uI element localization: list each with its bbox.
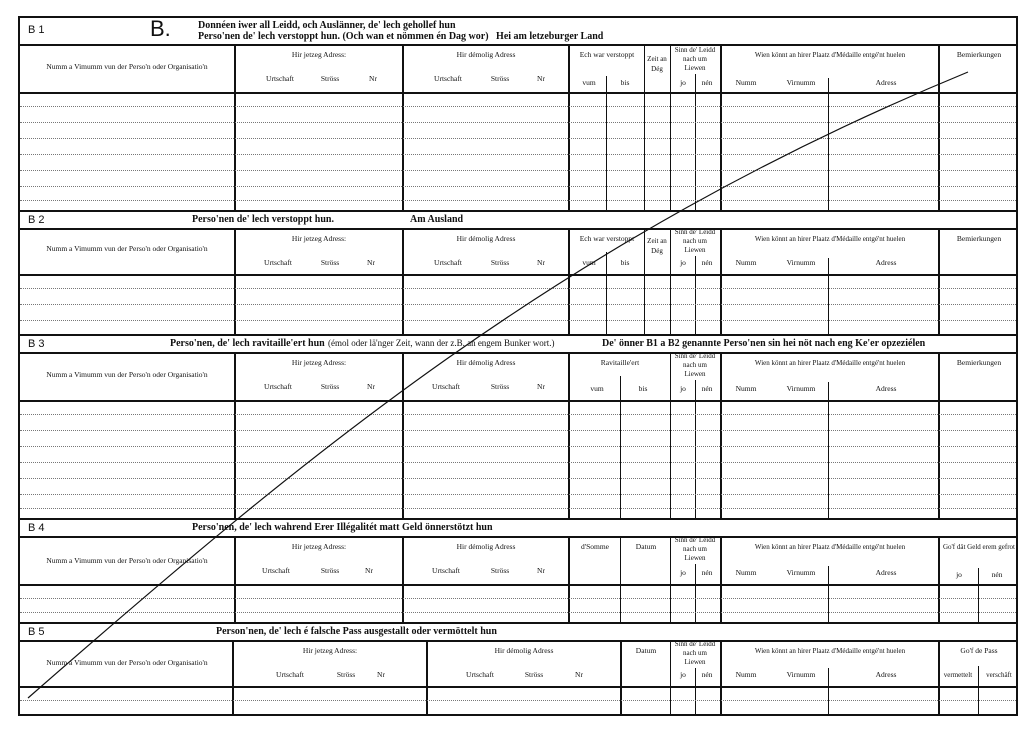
b1-rows — [20, 92, 1016, 210]
header-nr: Nr — [537, 382, 545, 391]
header-nr: Nr — [377, 670, 385, 679]
header-nen: nén — [701, 670, 713, 679]
header-medal: Wien könnt an hirer Plaatz d'Médaille entgé'nt huelen — [754, 543, 906, 551]
section-code: B 2 — [28, 214, 45, 226]
column-headers — [20, 352, 1016, 402]
header-virnumm: Virnumm — [786, 78, 816, 87]
column-headers — [20, 536, 1016, 586]
header-jo: jo — [680, 670, 686, 679]
header-bis: bis — [638, 384, 648, 393]
header-jo: jo — [956, 570, 962, 579]
header-name: Numm a Vimumm vun der Perso'n oder Organisatio'n — [46, 244, 208, 253]
header-nr: Nr — [369, 74, 377, 83]
header-stross: Ströss — [320, 258, 340, 267]
header-vum: vum — [590, 384, 604, 393]
header-nr: Nr — [367, 258, 375, 267]
header-virnumm: Virnumm — [786, 384, 816, 393]
header-stross: Ströss — [490, 258, 510, 267]
header-nen: nén — [991, 570, 1003, 579]
header-datum: Datum — [635, 542, 657, 551]
header-stross: Ströss — [320, 74, 340, 83]
section-b4 — [18, 518, 1018, 624]
header-ortschaft: Urtschaft — [434, 74, 462, 83]
header-nr: Nr — [575, 670, 583, 679]
header-jo: jo — [680, 384, 686, 393]
header-adress: Adress — [875, 568, 897, 577]
header-medal: Wien könnt an hirer Plaatz d'Médaille entgé'nt huelen — [754, 235, 906, 243]
b4-rows — [20, 584, 1016, 622]
header-vum: vum — [582, 78, 596, 87]
header-ortschaft: Urtschaft — [432, 566, 460, 575]
header-datum: Datum — [635, 646, 657, 655]
header-nr: Nr — [537, 74, 545, 83]
header-name: Numm a Vimumm vun der Perso'n oder Organisatio'n — [46, 370, 208, 379]
section-b2 — [18, 210, 1018, 336]
header-medal: Wien könnt an hirer Plaatz d'Médaille entgé'nt huelen — [754, 51, 906, 59]
section-code: B 1 — [28, 24, 45, 36]
header-sinn: Sinn de' Leidd nach um Liewen — [674, 536, 716, 562]
header-stross: Ströss — [320, 566, 340, 575]
header-numm: Numm — [735, 258, 757, 267]
b2-rows — [20, 274, 1016, 334]
header-sinn: Sinn de' Leidd nach um Liewen — [674, 228, 716, 254]
section-code: B 3 — [28, 338, 45, 350]
header-pass: Go'f de Pass — [960, 646, 998, 655]
header-geld: Go'f dät Geld erem gefrot — [942, 543, 1015, 551]
header-verschaft: verschäft — [986, 671, 1012, 679]
header-virnumm: Virnumm — [786, 670, 816, 679]
header-adress: Adress — [875, 78, 897, 87]
header-name: Numm a Vimumm vun der Perso'n oder Organisatio'n — [46, 658, 208, 667]
header-numm: Numm — [735, 670, 757, 679]
header-virnumm: Virnumm — [786, 258, 816, 267]
title-place: Hei am letzeburger Land — [496, 31, 604, 42]
header-stross: Ströss — [490, 74, 510, 83]
header-jo: jo — [680, 78, 686, 87]
header-stross: Ströss — [524, 670, 544, 679]
header-nen: nén — [701, 78, 713, 87]
b5-rows — [20, 686, 1016, 714]
column-headers — [20, 640, 1016, 688]
header-addr-old: Hir démolig Adress — [456, 50, 516, 59]
header-nr: Nr — [367, 382, 375, 391]
header-remarks: Bemierkungen — [956, 234, 1002, 243]
section-title-note: (émol oder lä'nger Zeit, wann der z.B. an engem Bunker wort.) — [328, 338, 555, 348]
header-hidden: Ech war verstoppt — [579, 50, 635, 59]
header-sinn: Sinn de' Leidd nach um Liewen — [674, 352, 716, 378]
header-adress: Adress — [875, 384, 897, 393]
header-ortschaft: Urtschaft — [264, 382, 292, 391]
header-vermettelt: vermettelt — [943, 671, 973, 679]
b3-rows — [20, 400, 1016, 518]
header-hidden: Ech war verstoppt — [579, 234, 635, 243]
header-adress: Adress — [875, 670, 897, 679]
header-addr-old: Hir démolig Adress — [456, 234, 516, 243]
header-ravitaille: Ravitaille'ert — [600, 358, 640, 367]
header-addr-now: Hir jetzeg Adress: — [291, 50, 347, 59]
header-stross: Ströss — [490, 382, 510, 391]
title-line-1: Donnéen iwer all Leidd, och Auslänner, de' lech gehollef hun — [198, 20, 456, 31]
header-addr-old: Hir démolig Adress — [456, 358, 516, 367]
header-medal: Wien könnt an hirer Plaatz d'Médaille entgé'nt huelen — [754, 359, 906, 367]
header-somme: d'Somme — [580, 542, 610, 551]
section-b5 — [18, 622, 1018, 716]
section-title: Perso'nen, de' lech ravitaille'ert hun — [170, 338, 325, 349]
form-letter: B. — [150, 16, 171, 41]
header-ortschaft: Urtschaft — [266, 74, 294, 83]
header-remarks: Bemierkungen — [956, 358, 1002, 367]
header-ortschaft: Urtschaft — [466, 670, 494, 679]
header-sinn: Sinn de' Leidd nach um Liewen — [674, 46, 716, 72]
header-nen: nén — [701, 384, 713, 393]
form-page — [18, 16, 1018, 716]
header-ortschaft: Urtschaft — [262, 566, 290, 575]
header-medal: Wien könnt an hirer Plaatz d'Médaille entgé'nt huelen — [754, 647, 906, 655]
header-addr-now: Hir jetzeg Adress: — [291, 358, 347, 367]
column-headers — [20, 44, 1016, 94]
section-title: Person'nen, de' lech é falsche Pass ausgestallt oder vermöttelt hun — [216, 626, 497, 637]
column-headers — [20, 228, 1016, 276]
header-name: Numm a Vimumm vun der Perso'n oder Organisatio'n — [46, 62, 208, 71]
section-code: B 5 — [28, 626, 45, 638]
section-title-tail: De' önner B1 a B2 genannte Perso'nen sin hei nöt nach eng Ke'er opzeziélen — [602, 338, 926, 349]
header-ortschaft: Urtschaft — [432, 382, 460, 391]
header-numm: Numm — [735, 384, 757, 393]
header-stross: Ströss — [320, 382, 340, 391]
header-numm: Numm — [735, 78, 757, 87]
header-bis: bis — [620, 258, 630, 267]
header-adress: Adress — [875, 258, 897, 267]
header-zeit: Zeit an Dég — [647, 237, 667, 255]
header-addr-now: Hir jetzeg Adress: — [291, 234, 347, 243]
section-title — [198, 20, 603, 42]
title-line-2: Perso'nen de' lech verstoppt hun. (Och wan et nömmen én Dag wor) — [198, 31, 489, 42]
section-b1 — [18, 16, 1018, 212]
section-b3 — [18, 334, 1018, 520]
header-nr: Nr — [537, 258, 545, 267]
header-jo: jo — [680, 568, 686, 577]
header-zeit: Zeit an Dég — [647, 55, 667, 73]
section-title-place: Am Ausland — [410, 214, 464, 225]
section-b1-header — [20, 18, 1016, 46]
header-nr: Nr — [365, 566, 373, 575]
header-addr-now: Hir jetzeg Adress: — [302, 646, 358, 655]
header-stross: Ströss — [336, 670, 356, 679]
header-nr: Nr — [537, 566, 545, 575]
header-virnumm: Virnumm — [786, 568, 816, 577]
header-name: Numm a Vimumm vun der Perso'n oder Organisatio'n — [46, 556, 208, 565]
header-addr-now: Hir jetzeg Adress: — [291, 542, 347, 551]
section-title: Perso'nen de' lech verstoppt hun. — [192, 214, 334, 225]
header-ortschaft: Urtschaft — [434, 258, 462, 267]
header-sinn: Sinn de' Leidd nach um Liewen — [674, 640, 716, 666]
header-vum: vum — [582, 258, 596, 267]
header-remarks: Bemierkungen — [956, 50, 1002, 59]
header-ortschaft: Urtschaft — [276, 670, 304, 679]
header-jo: jo — [680, 258, 686, 267]
header-ortschaft: Urtschaft — [264, 258, 292, 267]
header-addr-old: Hir démolig Adress — [456, 542, 516, 551]
header-numm: Numm — [735, 568, 757, 577]
header-stross: Ströss — [490, 566, 510, 575]
header-addr-old: Hir démolig Adress — [494, 646, 554, 655]
section-code: B 4 — [28, 522, 45, 534]
header-bis: bis — [620, 78, 630, 87]
section-title: Perso'nen, de' lech wahrend Erer Illégalitét matt Geld önnerstötzt hun — [192, 522, 493, 533]
header-nen: nén — [701, 568, 713, 577]
header-nen: nén — [701, 258, 713, 267]
